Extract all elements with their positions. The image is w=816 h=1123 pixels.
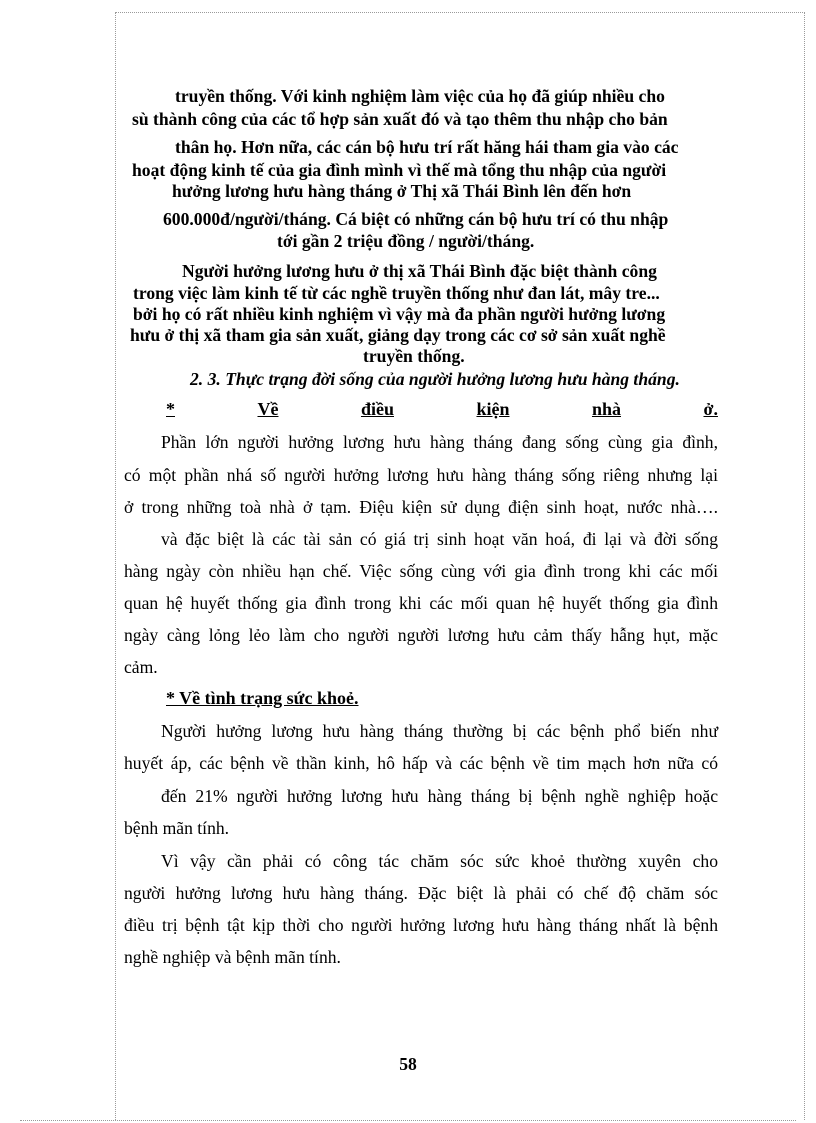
bold-line-2: sù thành công của các tổ hợp sản xuất đó và tạo thêm thu nhập cho bản (132, 109, 668, 129)
health-line-5: Vì vậy cần phải có công tác chăm sóc sức khoẻ thường xuyên cho (161, 851, 718, 871)
bold-line-1: truyền thống. Với kinh nghiệm làm việc của họ đã giúp nhiều cho (175, 86, 665, 106)
housing-line-8: cảm. (124, 657, 158, 677)
subheading-word: điều (360, 399, 394, 419)
housing-line-5: hàng ngày còn nhiều hạn chế. Việc sống cùng với gia đình trong khi các mối (124, 561, 718, 581)
subheading-health: * Về tình trạng sức khoẻ. (166, 688, 359, 708)
bold-line-10: bởi họ có rất nhiều kinh nghiệm vì vậy mà đa phần người hưởng lương (133, 304, 666, 324)
health-line-2: huyết áp, các bệnh về thần kinh, hô hấp và các bệnh về tim mạch hơn nữa có (124, 753, 718, 773)
bold-line-11: hưu ở thị xã tham gia sản xuất, giảng dạy trong các cơ sở sản xuất nghề (130, 325, 666, 345)
health-line-3: đến 21% người hưởng lương hưu hàng tháng bị bệnh nghề nghiệp hoặc (161, 786, 718, 806)
health-line-1: Người hưởng lương hưu hàng tháng thường bị các bệnh phổ biến như (161, 721, 718, 741)
health-line-4: bệnh mãn tính. (124, 818, 230, 838)
housing-line-3: ở trong những toà nhà ở tạm. Điệu kiện sử dụng điện sinh hoạt, nước nhà…. (124, 497, 718, 517)
page-number: 58 (399, 1054, 417, 1074)
bold-line-5: hưởng lương hưu hàng tháng ở Thị xã Thái Bình lên đến hơn (172, 181, 632, 201)
health-line-7: điều trị bệnh tật kịp thời cho người hưởng lương hưu hàng tháng nhất là bệnh (124, 915, 718, 935)
housing-line-2: có một phần nhá số người hưởng lương hưu hàng tháng sống riêng nhưng lại (124, 465, 718, 485)
bold-line-7: tới gần 2 triệu đồng / người/tháng. (277, 231, 535, 251)
housing-line-7: ngày càng lỏng lẻo làm cho người người lương hưu cảm thấy hẫng hụt, mặc (124, 625, 718, 645)
bold-line-12: truyền thống. (363, 346, 465, 366)
housing-line-6: quan hệ huyết thống gia đình trong khi các mối quan hệ huyết thống gia đình (124, 593, 718, 613)
section-heading: 2. 3. Thực trạng đời sống của người hưởng lương hưu hàng tháng. (190, 369, 680, 389)
page-bottom-rule (20, 1120, 796, 1121)
bold-line-4: hoạt động kinh tế của gia đình mình vì thế mà tổng thu nhập của người (132, 160, 667, 180)
subheading-word: * (166, 399, 175, 419)
bold-line-3: thân họ. Hơn nữa, các cán bộ hưu trí rất hăng hái tham gia vào các (175, 137, 679, 157)
housing-line-4: và đặc biệt là các tài sản có giá trị sinh hoạt văn hoá, đi lại và đời sống (161, 529, 718, 549)
subheading-word: ở. (703, 399, 718, 419)
subheading-word: nhà (591, 399, 621, 419)
bold-line-8: Người hưởng lương hưu ở thị xã Thái Bình đặc biệt thành công (182, 261, 657, 281)
subheading-word: Về (257, 399, 279, 419)
subheading-housing (166, 399, 718, 420)
bold-line-6: 600.000đ/người/tháng. Cá biệt có những cán bộ hưu trí có thu nhập (163, 209, 669, 229)
subheading-word: kiện (476, 399, 510, 419)
health-line-8: nghề nghiệp và bệnh mãn tính. (124, 947, 341, 967)
health-line-6: người hưởng lương hưu hàng tháng. Đặc biệt là phải có chế độ chăm sóc (124, 883, 718, 903)
housing-line-1: Phần lớn người hưởng lương hưu hàng tháng đang sống cùng gia đình, (161, 432, 718, 452)
bold-line-9: trong việc làm kinh tế từ các nghề truyền thống như đan lát, mây tre... (133, 283, 660, 303)
